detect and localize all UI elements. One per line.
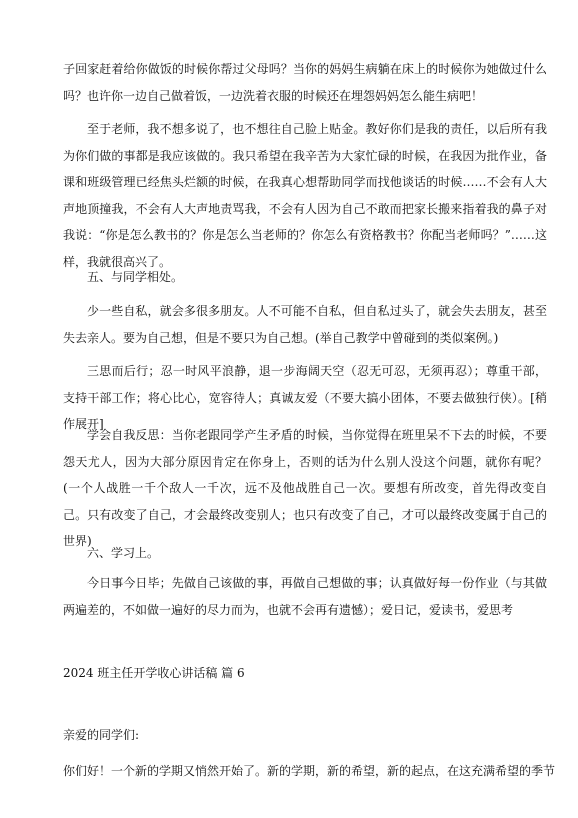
paragraph-selfishness: 少一些自私，就会多很多朋友。人不可能不自私，但自私过头了，就会失去朋友，甚至失去亲人。要为自己想，但是不要只为自己想。(举自己教学中曾碰到的类似案例。)	[63, 304, 547, 345]
paragraph-think-twice: 三思而后行；忍一时风平浪静，退一步海阔天空（忍无可忍，无须再忍）；尊重干部，支持干部工作；将心比心，宽容待人；真诚友爱（不要大搞小团体，不要去做独行侠）。[稍作展开]	[63, 364, 547, 431]
paragraph-self-reflection: 学会自我反思：当你老跟同学产生矛盾的时候，当你觉得在班里呆不下去的时候，不要怨天尤人，因为大部分原因肯定在你身上，否则的话为什么别人没这个问题，就你有呢？ (一个人战胜一千个敌人一千次，远不及他战胜自己一次。要想有所改变，首先得改变自己。只有改变了自己，才会最终改变别人；也只有改变了自己，才可以最终改变属于自己的世界)	[63, 428, 547, 548]
opening-line: 你们好！一个新的学期又悄然开始了。新的学期，新的希望，新的起点，在这充满希望的季节	[63, 764, 556, 778]
paragraph-teacher: 至于老师，我不想多说了，也不想往自己脸上贴金。教好你们是我的责任，以后所有我为你们做的事都是我应该做的。我只希望在我辛苦为大家忙碌的时候，在我因为批作业，备课和班级管理已经焦头烂额的时候，在我真心想帮助同学而找他谈话的时候……不会有人大声地顶撞我，不会有人大声地责骂我，不会有人因为自己不敢而把家长搬来指着我的鼻子对我说：“你是怎么教书的？你是怎么当老师的？你怎么有资格教书？你配当老师吗？”……这样，我就很高兴了。	[63, 122, 547, 269]
salutation: 亲爱的同学们:	[63, 728, 140, 742]
paragraph-study-habits: 今日事今日毕；先做自己该做的事，再做自己想做的事；认真做好每一份作业（与其做两遍差的，不如做一遍好的尽力而为，也就不会再有遗憾）；爱日记，爱读书，爱思考	[63, 576, 547, 617]
paragraph-parents: 子回家赶着给你做饭的时候你帮过父母吗？当你的妈妈生病躺在床上的时候你为她做过什么吗？也许你一边自己做着饭，一边洗着衣服的时候还在埋怨妈妈怎么能生病吧！	[63, 62, 547, 103]
heading-study: 六、学习上。	[87, 546, 160, 560]
section-title: 2024 班主任开学收心讲话稿 篇 6	[63, 666, 245, 680]
heading-classmates: 五、与同学相处。	[87, 270, 184, 284]
